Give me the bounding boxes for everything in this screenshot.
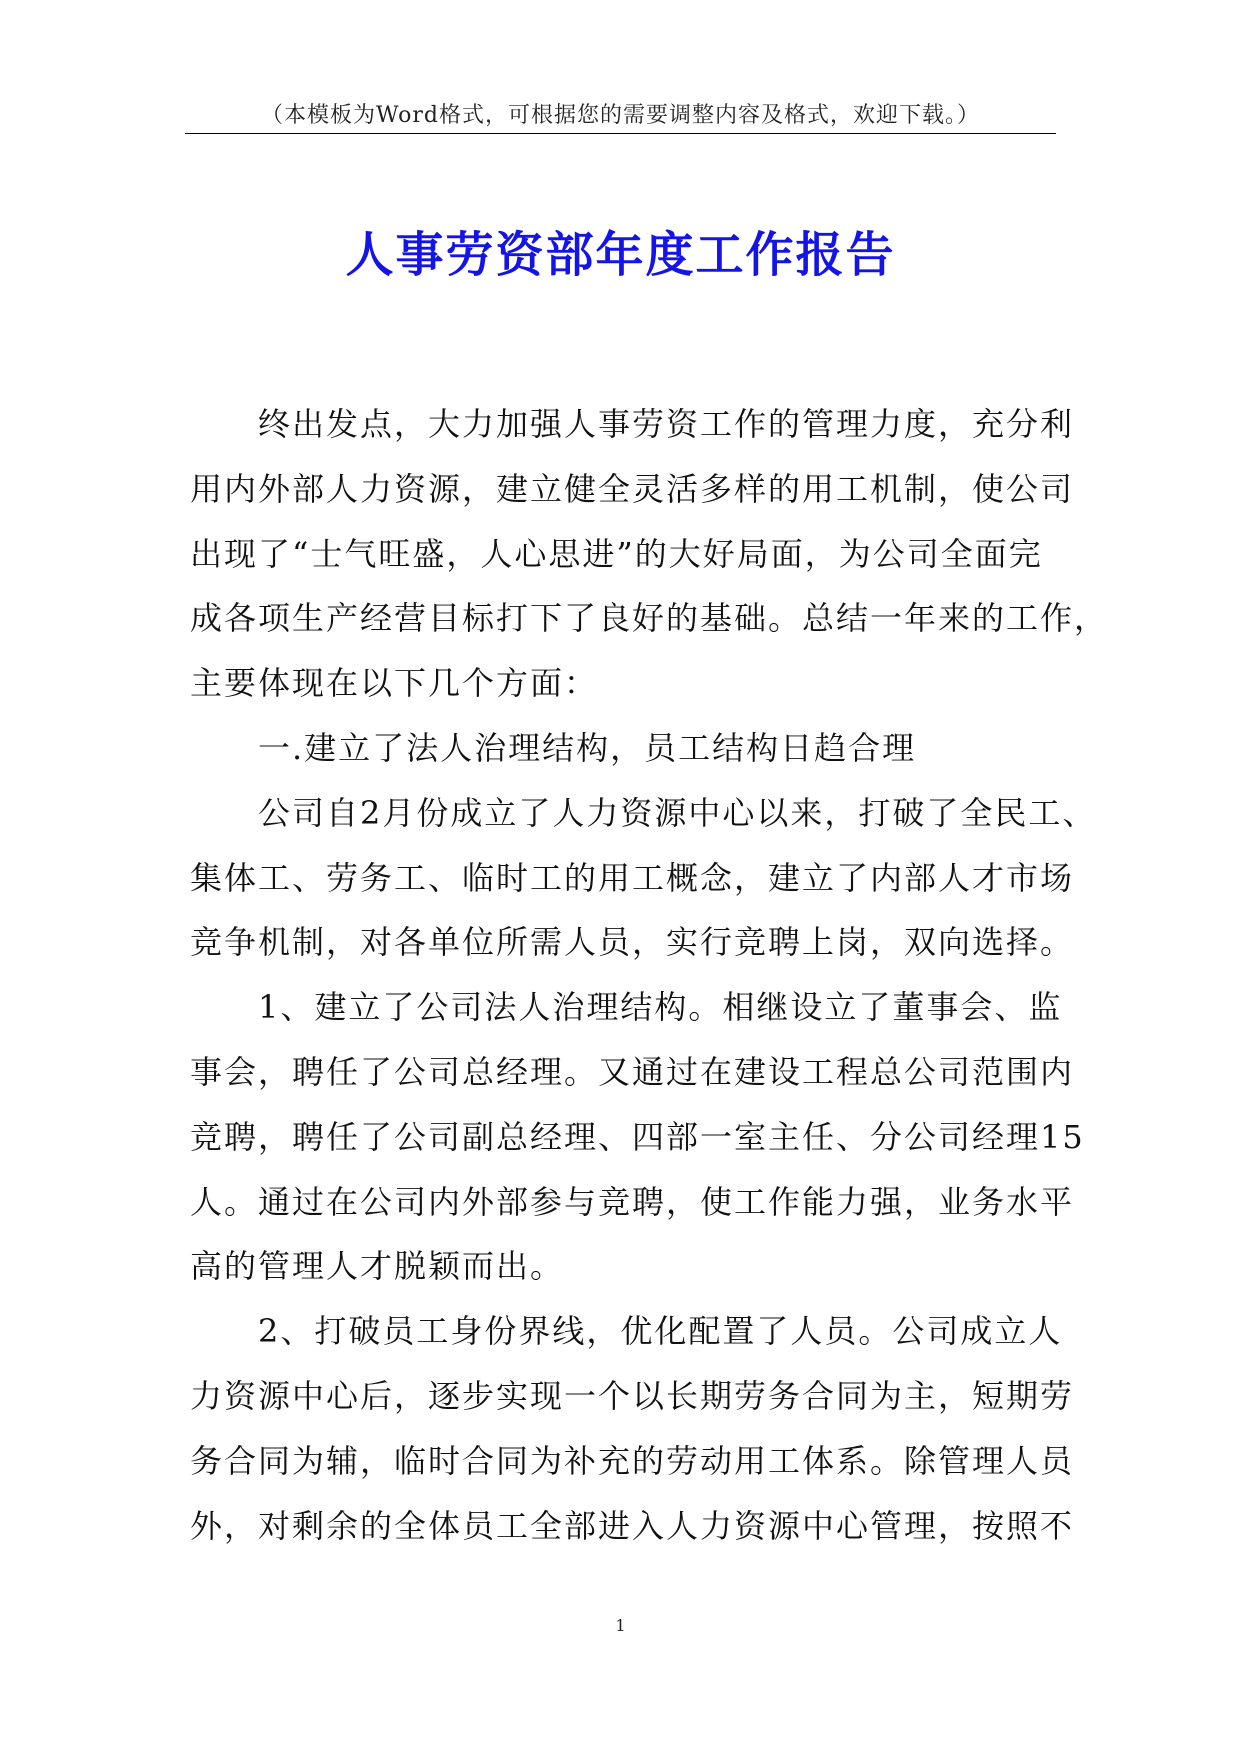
- body-line: 竞聘，聘任了公司副总经理、四部一室主任、分公司经理15: [190, 1117, 1085, 1156]
- body-line: 人。通过在公司内外部参与竞聘，使工作能力强，业务水平: [190, 1182, 1075, 1221]
- body-line: 成各项生产经营目标打下了良好的基础。总结一年来的工作，: [190, 599, 1109, 638]
- body-line: 力资源中心后，逐步实现一个以长期劳务合同为主，短期劳: [190, 1376, 1075, 1415]
- body-line: 外，对剩余的全体员工全部进入人力资源中心管理，按照不: [190, 1506, 1075, 1545]
- header-note: （本模板为Word格式，可根据您的需要调整内容及格式，欢迎下载。）: [261, 103, 980, 128]
- page-number: 1: [615, 1616, 626, 1635]
- body-line: 事会，聘任了公司总经理。又通过在建设工程总公司范围内: [190, 1052, 1075, 1091]
- document-body: [190, 392, 1109, 1558]
- body-line: 用内外部人力资源，建立健全灵活多样的用工机制，使公司: [190, 469, 1075, 508]
- header-divider: [185, 133, 1056, 134]
- body-line: 务合同为辅，临时合同为补充的劳动用工体系。除管理人员: [190, 1441, 1075, 1480]
- body-line: 1、建立了公司法人治理结构。相继设立了董事会、监: [258, 988, 1063, 1027]
- body-line: 终出发点，大力加强人事劳资工作的管理力度，充分利: [258, 405, 1075, 443]
- body-line: 集体工、劳务工、临时工的用工概念，建立了内部人才市场: [190, 858, 1075, 897]
- body-line: 主要体现在以下几个方面：: [190, 664, 599, 703]
- section-heading: 一.建立了法人治理结构，员工结构日趋合理: [258, 728, 917, 767]
- document-title: 人事劳资部年度工作报告: [345, 227, 896, 283]
- body-line: 出现了“士气旺盛，人心思进”的大好局面，为公司全面完: [190, 534, 1043, 573]
- body-line: 公司自2月份成立了人力资源中心以来，打破了全民工、: [258, 793, 1097, 832]
- body-line: 高的管理人才脱颖而出。: [190, 1247, 565, 1286]
- body-line: 2、打破员工身份界线，优化配置了人员。公司成立人: [258, 1312, 1063, 1351]
- body-line: 竞争机制，对各单位所需人员，实行竞聘上岗，双向选择。: [190, 923, 1075, 962]
